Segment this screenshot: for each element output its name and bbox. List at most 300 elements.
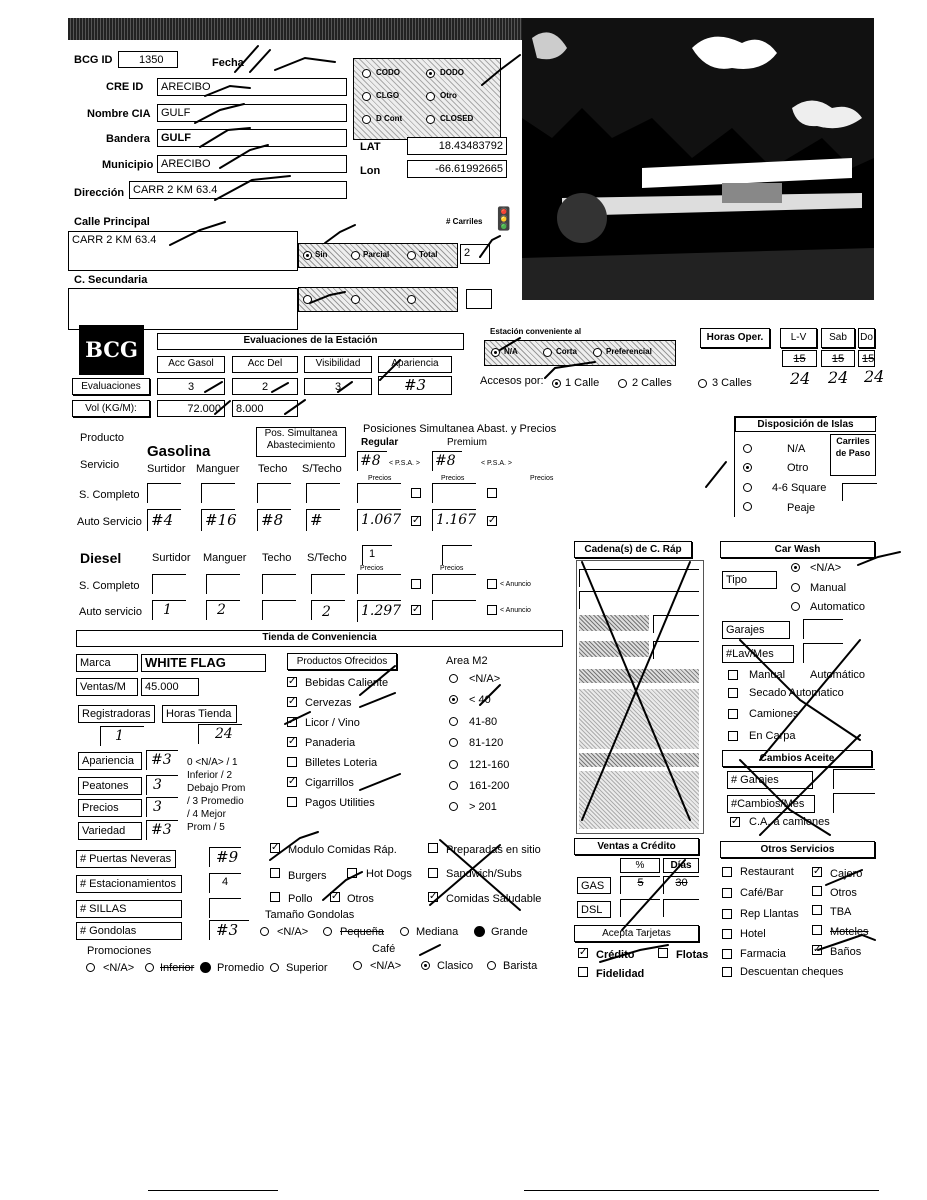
serv-check-cajero[interactable]: ✓ [813,866,822,877]
area-radio-na[interactable] [449,674,458,683]
calle-secundaria-label: C. Secundaria [74,274,148,286]
cw-lavmes-label: #Lav/Mes [722,645,794,663]
status-group [353,58,501,140]
horas-day-lv[interactable]: L-V [780,328,817,348]
area-radio-40[interactable] [449,695,458,704]
peatones-field[interactable]: 3 [146,775,178,795]
food-label-pollo: Pollo [288,893,313,905]
carriles-count-field[interactable]: 2 [460,244,490,264]
status-radio-codo[interactable] [362,69,371,78]
secundaria-count-field[interactable] [466,289,492,309]
prod-label-pagos: Pagos Utilities [305,797,375,809]
sandwich-checkbox[interactable] [428,868,438,878]
eval-apariencia-field[interactable]: #3 [378,376,452,395]
producto-label: Producto [80,432,125,444]
scale-6: Prom / 5 [187,822,225,833]
horas-sab-field[interactable]: 15 [821,350,855,367]
saludable-label: Comidas Saludable [446,893,542,905]
prod-check-cervezas[interactable]: ✓ [288,696,297,707]
cafe-radio-barista[interactable] [487,961,496,970]
accesos-radio-3[interactable] [698,379,707,388]
bottom-scan-line-right [524,1190,879,1191]
disp-radio-otro[interactable] [743,463,752,472]
as-surtidor-field[interactable]: #4 [147,509,181,531]
lat-field[interactable]: 18.43483792 [407,137,507,155]
food-label-burgers: Burgers [288,870,327,882]
accesos-label-3: 3 Calles [712,377,752,389]
gondolas-field[interactable]: #3 [209,920,249,940]
sc-premium-anuncio-checkbox[interactable] [487,488,497,498]
bandera-label: Bandera [106,133,151,145]
dsc-regular-price-field[interactable] [357,574,401,594]
cw-lavmes-field[interactable] [803,643,843,663]
crei-id-label: CRE ID [106,81,144,93]
cafe-radio-na[interactable] [353,961,362,970]
diesel-label: Diesel [80,550,122,566]
as-techo-field[interactable]: #8 [257,509,291,531]
dsl-dias-field[interactable] [663,899,699,917]
cw-check-camiones[interactable] [728,709,738,719]
anuncio-precios-label: Precios [530,475,554,482]
vol-diesel-field[interactable]: 8.000 [232,400,298,417]
promo-radio-inferior[interactable] [145,963,154,972]
cw-radio-auto[interactable] [791,602,800,611]
area-label: Area M2 [446,655,488,667]
gas-label: GAS [577,877,611,894]
prod-check-licor[interactable]: ✓ [288,716,297,727]
horas-sab-value: 24 [828,368,849,387]
municipio-field[interactable]: ARECIBO [157,155,347,173]
horas-oper-button[interactable]: Horas Oper. [700,328,770,348]
serv-label-hotel: Hotel [740,928,766,940]
ca-camiones-checkbox[interactable]: ✓ [731,816,740,827]
dsc-premium-anuncio-checkbox[interactable] [487,579,497,589]
area-label-120: 81-120 [469,737,504,749]
sc-surtidor-field[interactable] [147,483,181,503]
sandwich-label: Sandwich/Subs [446,868,522,880]
scale-1: 0 <N/A> / 1 [187,757,238,768]
area-label-201: > 201 [469,801,497,813]
area-radio-201[interactable] [449,802,458,811]
as-regular-anuncio-checkbox[interactable]: ✓ [412,515,421,526]
status-radio-closed[interactable] [426,115,435,124]
nombre-cia-field[interactable]: GULF [157,104,347,122]
diesel-col-stecho: S/Techo [307,552,347,564]
gasolina-label: Gasolina [147,443,211,460]
col-header-surtidor: Surtidor [147,463,186,475]
cw-radio-na[interactable] [791,563,800,572]
status-radio-clgo[interactable] [362,92,371,101]
cw-check-carpa[interactable] [728,731,738,741]
peatones-label: Peatones [78,777,142,795]
cadena-shaded-5 [579,753,699,767]
bcg-id-label: BCG ID [74,54,113,66]
ca-cambios-field[interactable] [833,793,875,813]
modulo-label: Modulo Comidas Ráp. [288,844,397,856]
lon-field[interactable]: -66.61992665 [407,160,507,178]
eval-header-visibilidad: Visibilidad [304,356,372,373]
calle-secundaria-field[interactable] [68,288,298,330]
horas-lv-field[interactable]: 15 [782,350,817,367]
tarjeta-label-credito: Crédito [596,949,635,961]
food-check-otros[interactable]: ✓ [331,891,340,902]
cafe-label-barista: Barista [503,960,538,972]
secundaria-radio-total[interactable] [407,295,416,304]
promo-radio-superior[interactable] [270,963,279,972]
cw-check-manual-label: Manual [749,669,786,681]
tamano-radio-mediana[interactable] [400,927,409,936]
tamano-radio-grande[interactable] [474,926,485,937]
prod-check-panaderia[interactable]: ✓ [288,736,297,747]
tarjeta-check-flotas[interactable] [658,948,668,958]
horas-tienda-label: Horas Tienda [162,705,237,723]
prod-check-loteria[interactable] [287,757,297,767]
disp-label-na: N/A [787,443,806,455]
sc-techo-field[interactable] [257,483,291,503]
eval-acc-gasol-field[interactable]: 3 [157,378,225,395]
cw-garajes-field[interactable] [803,619,843,639]
promo-radio-promedio[interactable] [200,962,211,973]
status-label-clgo: CLGO [376,91,400,100]
das-stecho-field[interactable]: 2 [311,600,345,620]
semaforo-radio-total[interactable] [407,251,416,260]
dsc-techo-field[interactable] [262,574,296,594]
apariencia-field[interactable]: #3 [146,750,178,770]
tarjeta-check-credito[interactable]: ✓ [579,947,588,958]
carriles-de-paso-field[interactable] [842,483,877,501]
area-radio-120[interactable] [449,738,458,747]
ventas-credito-title: Ventas a Crédito [574,838,699,855]
top-bar [68,18,523,40]
cw-label-auto: Automatico [810,601,866,613]
semaforo-label-sin: Sin [315,250,328,259]
cw-check-manual[interactable] [728,670,738,680]
status-label-otro: Otro [440,91,457,100]
diesel-col-surtidor: Surtidor [152,552,191,564]
col-header-stecho: S/Techo [302,463,342,475]
eval-header-acc-del: Acc Del [232,356,298,373]
cadena-title: Cadena(s) de C. Ráp [574,541,692,558]
dsc-manguer-field[interactable] [206,574,240,594]
serv-check-llantas[interactable] [722,909,732,919]
cadena-shaded-1 [579,615,649,631]
area-radio-160[interactable] [449,760,458,769]
as-premium-price-field[interactable]: 1.167 [432,509,476,531]
bandera-field[interactable]: GULF [157,129,347,147]
calle-principal-label: Calle Principal [74,216,150,228]
area-radio-200[interactable] [449,781,458,790]
diesel-s-completo-label: S. Completo [79,580,140,592]
fecha-scribble [235,46,335,72]
dsc-stecho-field[interactable] [311,574,345,594]
horas-day-do[interactable]: Do [858,328,875,348]
prod-check-bebidas[interactable]: ✓ [288,676,297,687]
estacionamientos-field[interactable]: 4 [209,873,241,893]
dsc-anuncio-label: < Anuncio [500,581,531,588]
credito-pct-header: % [620,858,660,873]
sc-manguer-field[interactable] [201,483,235,503]
semaforo-label-total: Total [419,250,438,259]
credito-dias-header: Días [663,858,699,873]
food-check-burgers[interactable] [270,868,280,878]
diesel-col-manguer: Manguer [203,552,247,564]
direccion-field[interactable]: CARR 2 KM 63.4 [129,181,347,199]
das-surtidor-field[interactable]: 1 [152,600,186,620]
disp-radio-square[interactable] [743,483,752,492]
modulo-checkbox[interactable]: ✓ [271,842,280,853]
disp-radio-na[interactable] [743,444,752,453]
prod-check-pagos[interactable] [287,797,297,807]
eval-acc-del-field[interactable]: 2 [232,378,298,395]
traffic-light-icon: 🚦 [490,206,518,231]
accesos-radio-2[interactable] [618,379,627,388]
preparadas-label: Preparadas en sitio [446,844,541,856]
productos-ofrecidos-button[interactable]: Productos Ofrecidos [287,653,397,670]
cadena-field-3[interactable] [653,615,699,633]
as-premium-anuncio-checkbox[interactable]: ✓ [488,515,497,526]
dsl-pct-field[interactable] [620,899,660,917]
eval-header-apariencia: Apariencia [378,356,452,373]
precios-tienda-label: Precios [78,799,142,817]
disposicion-panel [734,416,877,517]
das-techo-field[interactable] [262,600,296,620]
tarjeta-label-flotas: Flotas [676,949,709,961]
eval-visibilidad-field[interactable]: 3 [304,378,372,395]
prod-label-cervezas: Cervezas [305,697,352,709]
cadena-shaded-6 [579,771,699,829]
tamano-label: Tamaño Gondolas [265,909,355,921]
sc-premium-price-field[interactable] [432,483,476,503]
cw-check-secado[interactable] [728,688,738,698]
regular-psa-label: < P.S.A. > [389,460,421,467]
accesos-radio-1[interactable] [552,379,561,388]
apariencia-label: Apariencia [78,752,142,770]
car-wash-tipo[interactable]: Tipo [722,571,777,589]
status-label-codo: CODO [376,68,400,77]
premium-label: Premium [447,437,488,448]
evaluaciones-button[interactable]: Evaluaciones [72,378,150,395]
das-premium-anuncio-checkbox[interactable] [487,605,497,615]
status-radio-otro[interactable] [426,92,435,101]
serv-check-hotel[interactable] [722,929,732,939]
registradoras-field[interactable]: 1 [100,726,144,746]
diesel-col-techo: Techo [262,552,292,564]
secundaria-radio-sin[interactable] [303,295,312,304]
dsc-regular-anuncio-checkbox[interactable] [411,579,421,589]
food-check-hotdogs[interactable] [347,868,357,878]
marca-label: Marca [76,654,138,672]
cafe-radio-clasico[interactable] [421,961,430,970]
puertas-field[interactable]: #9 [209,847,241,867]
scale-5: / 4 Mejor [187,809,226,820]
bcg-id-field[interactable]: 1350 [118,51,178,68]
cadena-panel [576,560,704,834]
serv-check-tba[interactable] [812,905,822,915]
prod-label-bebidas: Bebidas Caliente [305,677,389,689]
dsl-label: DSL [577,901,611,918]
diesel-premium-pos-field[interactable] [442,545,472,565]
status-radio-dodo[interactable] [426,69,435,78]
as-stecho-field[interactable]: # [306,509,340,531]
serv-check-cafebar[interactable] [722,888,732,898]
status-label-dcont: D Cont [376,114,403,123]
as-manguer-field[interactable]: #16 [201,509,235,531]
premium-psa-label: < P.S.A. > [481,460,513,467]
cw-check-auto-label: Automático [810,669,866,681]
prod-check-cigarrillos[interactable]: ✓ [288,776,297,787]
area-label-40: < 40 [469,694,491,706]
cadena-field-2[interactable] [579,591,699,609]
status-radio-dcont[interactable] [362,115,371,124]
tamano-label-mediana: Mediana [416,926,459,938]
disp-label-otro: Otro [787,462,809,474]
dsc-premium-price-field[interactable] [432,574,476,594]
serv-label-banos: Baños [830,946,862,958]
carriles-label: # Carriles [446,217,483,226]
semaforo-group [298,243,458,268]
horas-tienda-field[interactable]: 24 [198,724,242,744]
serv-label-farmacia: Farmacia [740,948,786,960]
serv-check-banos[interactable]: ✓ [813,944,822,955]
pos-sim-precios-label: Posiciones Simultanea Abast. y Precios [363,423,557,435]
tarjeta-label-fidelidad: Fidelidad [596,968,645,980]
ventas-field[interactable]: 45.000 [141,678,199,696]
tarjeta-check-fidelidad[interactable] [578,967,588,977]
das-regular-price-field[interactable]: 1.297 [357,600,401,622]
prod-label-panaderia: Panaderia [305,737,356,749]
diesel-precios-label-2: Precios [440,565,464,572]
fecha-label: Fecha [212,57,244,69]
calle-principal-field[interactable]: CARR 2 KM 63.4 [68,231,298,271]
marca-field[interactable]: WHITE FLAG [141,654,266,672]
cigarrillos-check [360,774,400,790]
sc-regular-price-field[interactable] [357,483,401,503]
cw-radio-manual[interactable] [791,583,800,592]
food-check-pollo[interactable] [270,892,280,902]
area-label-200: 161-200 [469,780,510,792]
ca-garajes-field[interactable] [833,769,875,789]
gas-pct-field[interactable]: 5 [620,876,660,894]
direccion-label: Dirección [74,187,125,199]
status-label-dodo: DODO [440,68,464,77]
adyacente-radio-preferencial[interactable] [593,348,602,357]
serv-label-otros: Otros [830,887,857,899]
area-label-80: 41-80 [469,716,498,728]
area-label-160: 121-160 [469,759,510,771]
precios-tienda-field[interactable]: 3 [146,797,178,817]
secundaria-group [298,287,458,312]
check-semaforo [325,225,355,243]
promociones-label: Promociones [87,945,152,957]
as-regular-price-field[interactable]: 1.067 [357,509,401,531]
das-manguer-field[interactable]: 2 [206,600,240,620]
das-premium-price-field[interactable] [432,600,476,620]
vol-gasol-field[interactable]: 72.000 [157,400,225,417]
food-label-hotdogs: Hot Dogs [366,868,412,880]
car-wash-title: Car Wash [720,541,875,558]
horas-lv-value: 24 [790,369,811,388]
estacionamientos-label: # Estacionamientos [76,875,182,893]
area-radio-80[interactable] [449,717,458,726]
regular-psa-field[interactable]: #8 [357,451,387,471]
sillas-field[interactable] [209,898,241,918]
scale-3: Debajo Prom [187,783,246,794]
serv-check-cheques[interactable] [722,967,732,977]
adyacente-label-na: N/A [504,347,518,356]
cw-check-camiones-label: Camiones [749,708,799,720]
variedad-field[interactable]: #3 [146,820,178,840]
disp-check [706,462,726,487]
prod-label-cigarrillos: Cigarrillos [305,777,354,789]
horas-day-sab[interactable]: Sab [821,328,855,348]
crei-id-field[interactable]: ARECIBO [157,78,347,96]
prod-label-loteria: Billetes Loteria [305,757,378,769]
secundaria-radio-parcial[interactable] [351,295,360,304]
eval-header-acc-gasol: Acc Gasol [157,356,225,373]
premium-precios-label: Precios [441,475,465,482]
pos-sim-header [256,427,346,457]
serv-check-moteles[interactable] [812,925,822,935]
promo-radio-na[interactable] [86,963,95,972]
dsc-surtidor-field[interactable] [152,574,186,594]
serv-check-farmacia[interactable] [722,949,732,959]
premium-psa-field[interactable]: #8 [432,451,462,471]
horas-do-field[interactable]: 15 [858,350,875,367]
col-header-techo: Techo [258,463,288,475]
disp-radio-peaje[interactable] [743,502,752,511]
station-photo [522,18,874,300]
cadena-shaded-4 [579,689,699,749]
tamano-label-grande: Grande [491,926,528,938]
serv-label-cheques: Descuentan cheques [740,966,844,978]
serv-label-moteles: Moteles [830,926,869,938]
disposicion-title: Disposición de Islas [735,417,876,432]
sc-stecho-field[interactable] [306,483,340,503]
adyacente-radio-na[interactable] [491,348,500,357]
semaforo-radio-parcial[interactable] [351,251,360,260]
adyacente-label-corta: Corta [556,347,577,356]
pos-sim-header-text: Pos. Simultanea Abastecimiento [264,428,338,451]
tamano-radio-pequena[interactable] [323,927,332,936]
tamano-radio-na[interactable] [260,927,269,936]
das-anuncio-label: < Anuncio [500,607,531,614]
adyacente-radio-corta[interactable] [543,348,552,357]
cafe-label-clasico: Clasico [437,960,474,972]
diesel-precios-label: Precios [360,565,384,572]
saludable-checkbox[interactable]: ✓ [429,891,438,902]
prod-label-licor: Licor / Vino [305,717,360,729]
semaforo-radio-sin[interactable] [303,251,312,260]
diesel-pos-field[interactable]: 1 [362,545,392,565]
cadena-field-4[interactable] [653,641,699,659]
preparadas-checkbox[interactable] [428,843,438,853]
cadena-shaded-3 [579,669,699,683]
bottom-scan-line-left [148,1190,278,1191]
cadena-field-1[interactable] [579,569,699,587]
serv-check-otros[interactable] [812,886,822,896]
cafe-label: Café [372,943,396,955]
sc-regular-anuncio-checkbox[interactable] [411,488,421,498]
cafe-check [420,945,440,955]
vol-button[interactable]: Vol (KG/M): [72,400,150,417]
ca-camiones-label: C.A. a camiones [749,816,830,828]
gas-dias-field[interactable]: 30 [663,876,699,894]
cw-label-na: <N/A> [810,562,842,574]
status-label-closed: CLOSED [440,114,474,123]
serv-check-restaurant[interactable] [722,867,732,877]
das-regular-anuncio-checkbox[interactable]: ✓ [412,604,421,615]
area-label-na: <N/A> [469,673,501,685]
